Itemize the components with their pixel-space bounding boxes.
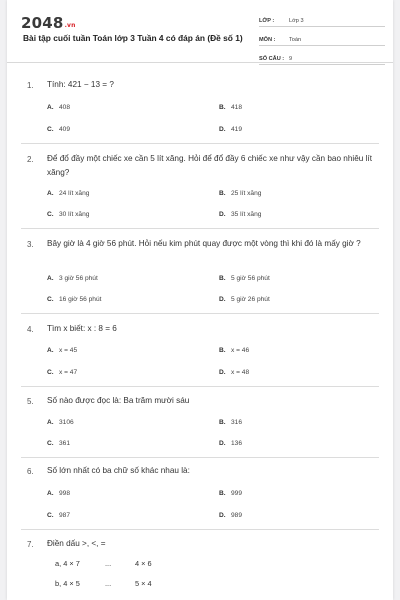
option-b[interactable] xyxy=(219,104,242,111)
option-d[interactable] xyxy=(219,126,242,133)
question-number: 3. xyxy=(27,240,34,249)
option-d[interactable] xyxy=(219,211,261,218)
question-divider xyxy=(21,457,379,458)
meta-label: LỚP : xyxy=(259,18,275,24)
question-text: Tính: 421 − 13 = ? xyxy=(47,80,114,89)
worksheet-header xyxy=(7,0,393,63)
option-text: 987 xyxy=(59,512,71,519)
meta-row-class xyxy=(259,11,385,27)
option-text: x = 46 xyxy=(231,347,250,354)
option-letter: A. xyxy=(47,190,54,197)
question-divider xyxy=(21,313,379,314)
question-divider xyxy=(21,228,379,229)
logo-suffix: .vn xyxy=(64,22,76,29)
option-letter: D. xyxy=(219,440,226,447)
question-number: 4. xyxy=(27,325,34,334)
question-text: Số nào được đọc là: Ba trăm mười sáu xyxy=(47,396,190,405)
option-letter: A. xyxy=(47,275,54,282)
option-letter: C. xyxy=(47,512,54,519)
option-c[interactable] xyxy=(47,440,70,447)
question-number: 1. xyxy=(27,81,34,90)
option-text: 5 giờ 26 phút xyxy=(231,296,270,303)
option-d[interactable] xyxy=(219,512,242,519)
option-text: 3106 xyxy=(59,419,74,426)
option-text: 408 xyxy=(59,104,71,111)
option-a[interactable] xyxy=(47,104,70,111)
option-a[interactable] xyxy=(47,490,70,497)
meta-label: SỐ CÂU : xyxy=(259,56,285,62)
option-text: 35 lít xăng xyxy=(231,211,262,218)
option-letter: D. xyxy=(219,296,226,303)
option-letter: B. xyxy=(219,190,226,197)
worksheet-title: Bài tập cuối tuần Toán lớp 3 Tuần 4 có đáp án (Đề số 1) xyxy=(23,33,243,43)
question-text: Điền dấu >, <, = xyxy=(47,539,106,548)
logo-text: 2048 xyxy=(21,14,64,32)
meta-row-subject xyxy=(259,30,385,46)
option-text: 419 xyxy=(231,126,243,133)
option-text: 5 giờ 56 phút xyxy=(231,275,270,282)
meta-value: 9 xyxy=(289,56,293,62)
question-number: 2. xyxy=(27,155,34,164)
option-text: 136 xyxy=(231,440,243,447)
worksheet-meta xyxy=(259,11,385,68)
option-text: 25 lít xăng xyxy=(231,190,262,197)
option-c[interactable] xyxy=(47,369,77,376)
option-text: 418 xyxy=(231,104,243,111)
option-d[interactable] xyxy=(219,369,249,376)
option-b[interactable] xyxy=(219,190,261,197)
option-letter: C. xyxy=(47,296,54,303)
question-number: 5. xyxy=(27,397,34,406)
question-text: Tìm x biết: x : 8 = 6 xyxy=(47,324,117,333)
option-letter: B. xyxy=(219,490,226,497)
answer-blank[interactable]: ... xyxy=(105,559,112,568)
option-letter: A. xyxy=(47,104,54,111)
option-letter: A. xyxy=(47,490,54,497)
question-text: Để đổ đầy một chiếc xe cần 5 lít xăng. Hỏi để đổ đầy 6 chiếc xe như vậy cần bao nhiêu lít xăng? xyxy=(47,154,372,177)
option-c[interactable] xyxy=(47,211,89,218)
option-text: 409 xyxy=(59,126,71,133)
answer-blank[interactable]: ... xyxy=(105,579,112,588)
option-text: 999 xyxy=(231,490,243,497)
meta-row-question-count xyxy=(259,49,385,65)
question-number: 7. xyxy=(27,540,34,549)
option-text: x = 47 xyxy=(59,369,78,376)
option-letter: D. xyxy=(219,369,226,376)
option-b[interactable] xyxy=(219,275,270,282)
worksheet-page xyxy=(7,0,393,600)
option-text: 3 giờ 56 phút xyxy=(59,275,98,282)
option-text: x = 45 xyxy=(59,347,78,354)
option-letter: B. xyxy=(219,419,226,426)
option-letter: A. xyxy=(47,347,54,354)
option-letter: C. xyxy=(47,440,54,447)
meta-value: Toán xyxy=(289,37,302,43)
option-a[interactable] xyxy=(47,275,98,282)
option-text: 998 xyxy=(59,490,71,497)
option-letter: C. xyxy=(47,369,54,376)
option-letter: D. xyxy=(219,512,226,519)
question-divider xyxy=(21,143,379,144)
option-letter: C. xyxy=(47,211,54,218)
option-letter: A. xyxy=(47,419,54,426)
expression-right: 4 × 6 xyxy=(135,559,152,568)
option-text: 16 giờ 56 phút xyxy=(59,296,102,303)
option-b[interactable] xyxy=(219,419,242,426)
question-divider xyxy=(21,386,379,387)
option-text: 361 xyxy=(59,440,71,447)
expression-left: a, 4 × 7 xyxy=(55,559,80,568)
option-a[interactable] xyxy=(47,347,77,354)
option-text: x = 48 xyxy=(231,369,250,376)
option-d[interactable] xyxy=(219,296,270,303)
option-text: 24 lít xăng xyxy=(59,190,90,197)
site-logo[interactable] xyxy=(21,14,76,32)
option-d[interactable] xyxy=(219,440,242,447)
option-c[interactable] xyxy=(47,296,101,303)
option-letter: B. xyxy=(219,104,226,111)
option-b[interactable] xyxy=(219,347,249,354)
option-b[interactable] xyxy=(219,490,242,497)
meta-label: MÔN : xyxy=(259,37,276,43)
question-text: Số lớn nhất có ba chữ số khác nhau là: xyxy=(47,466,190,475)
option-letter: C. xyxy=(47,126,54,133)
option-letter: B. xyxy=(219,275,226,282)
expression-left: b, 4 × 5 xyxy=(55,579,80,588)
option-c[interactable] xyxy=(47,126,70,133)
option-text: 30 lít xăng xyxy=(59,211,90,218)
option-letter: D. xyxy=(219,126,226,133)
meta-value: Lớp 3 xyxy=(289,18,304,24)
expression-right: 5 × 4 xyxy=(135,579,152,588)
option-text: 316 xyxy=(231,419,243,426)
option-letter: D. xyxy=(219,211,226,218)
option-a[interactable] xyxy=(47,419,74,426)
option-text: 989 xyxy=(231,512,243,519)
option-a[interactable] xyxy=(47,190,89,197)
option-letter: B. xyxy=(219,347,226,354)
question-number: 6. xyxy=(27,467,34,476)
question-text: Bây giờ là 4 giờ 56 phút. Hỏi nếu kim phút quay được một vòng thì khi đó là mấy giờ ? xyxy=(47,239,361,248)
option-c[interactable] xyxy=(47,512,70,519)
question-divider xyxy=(21,529,379,530)
